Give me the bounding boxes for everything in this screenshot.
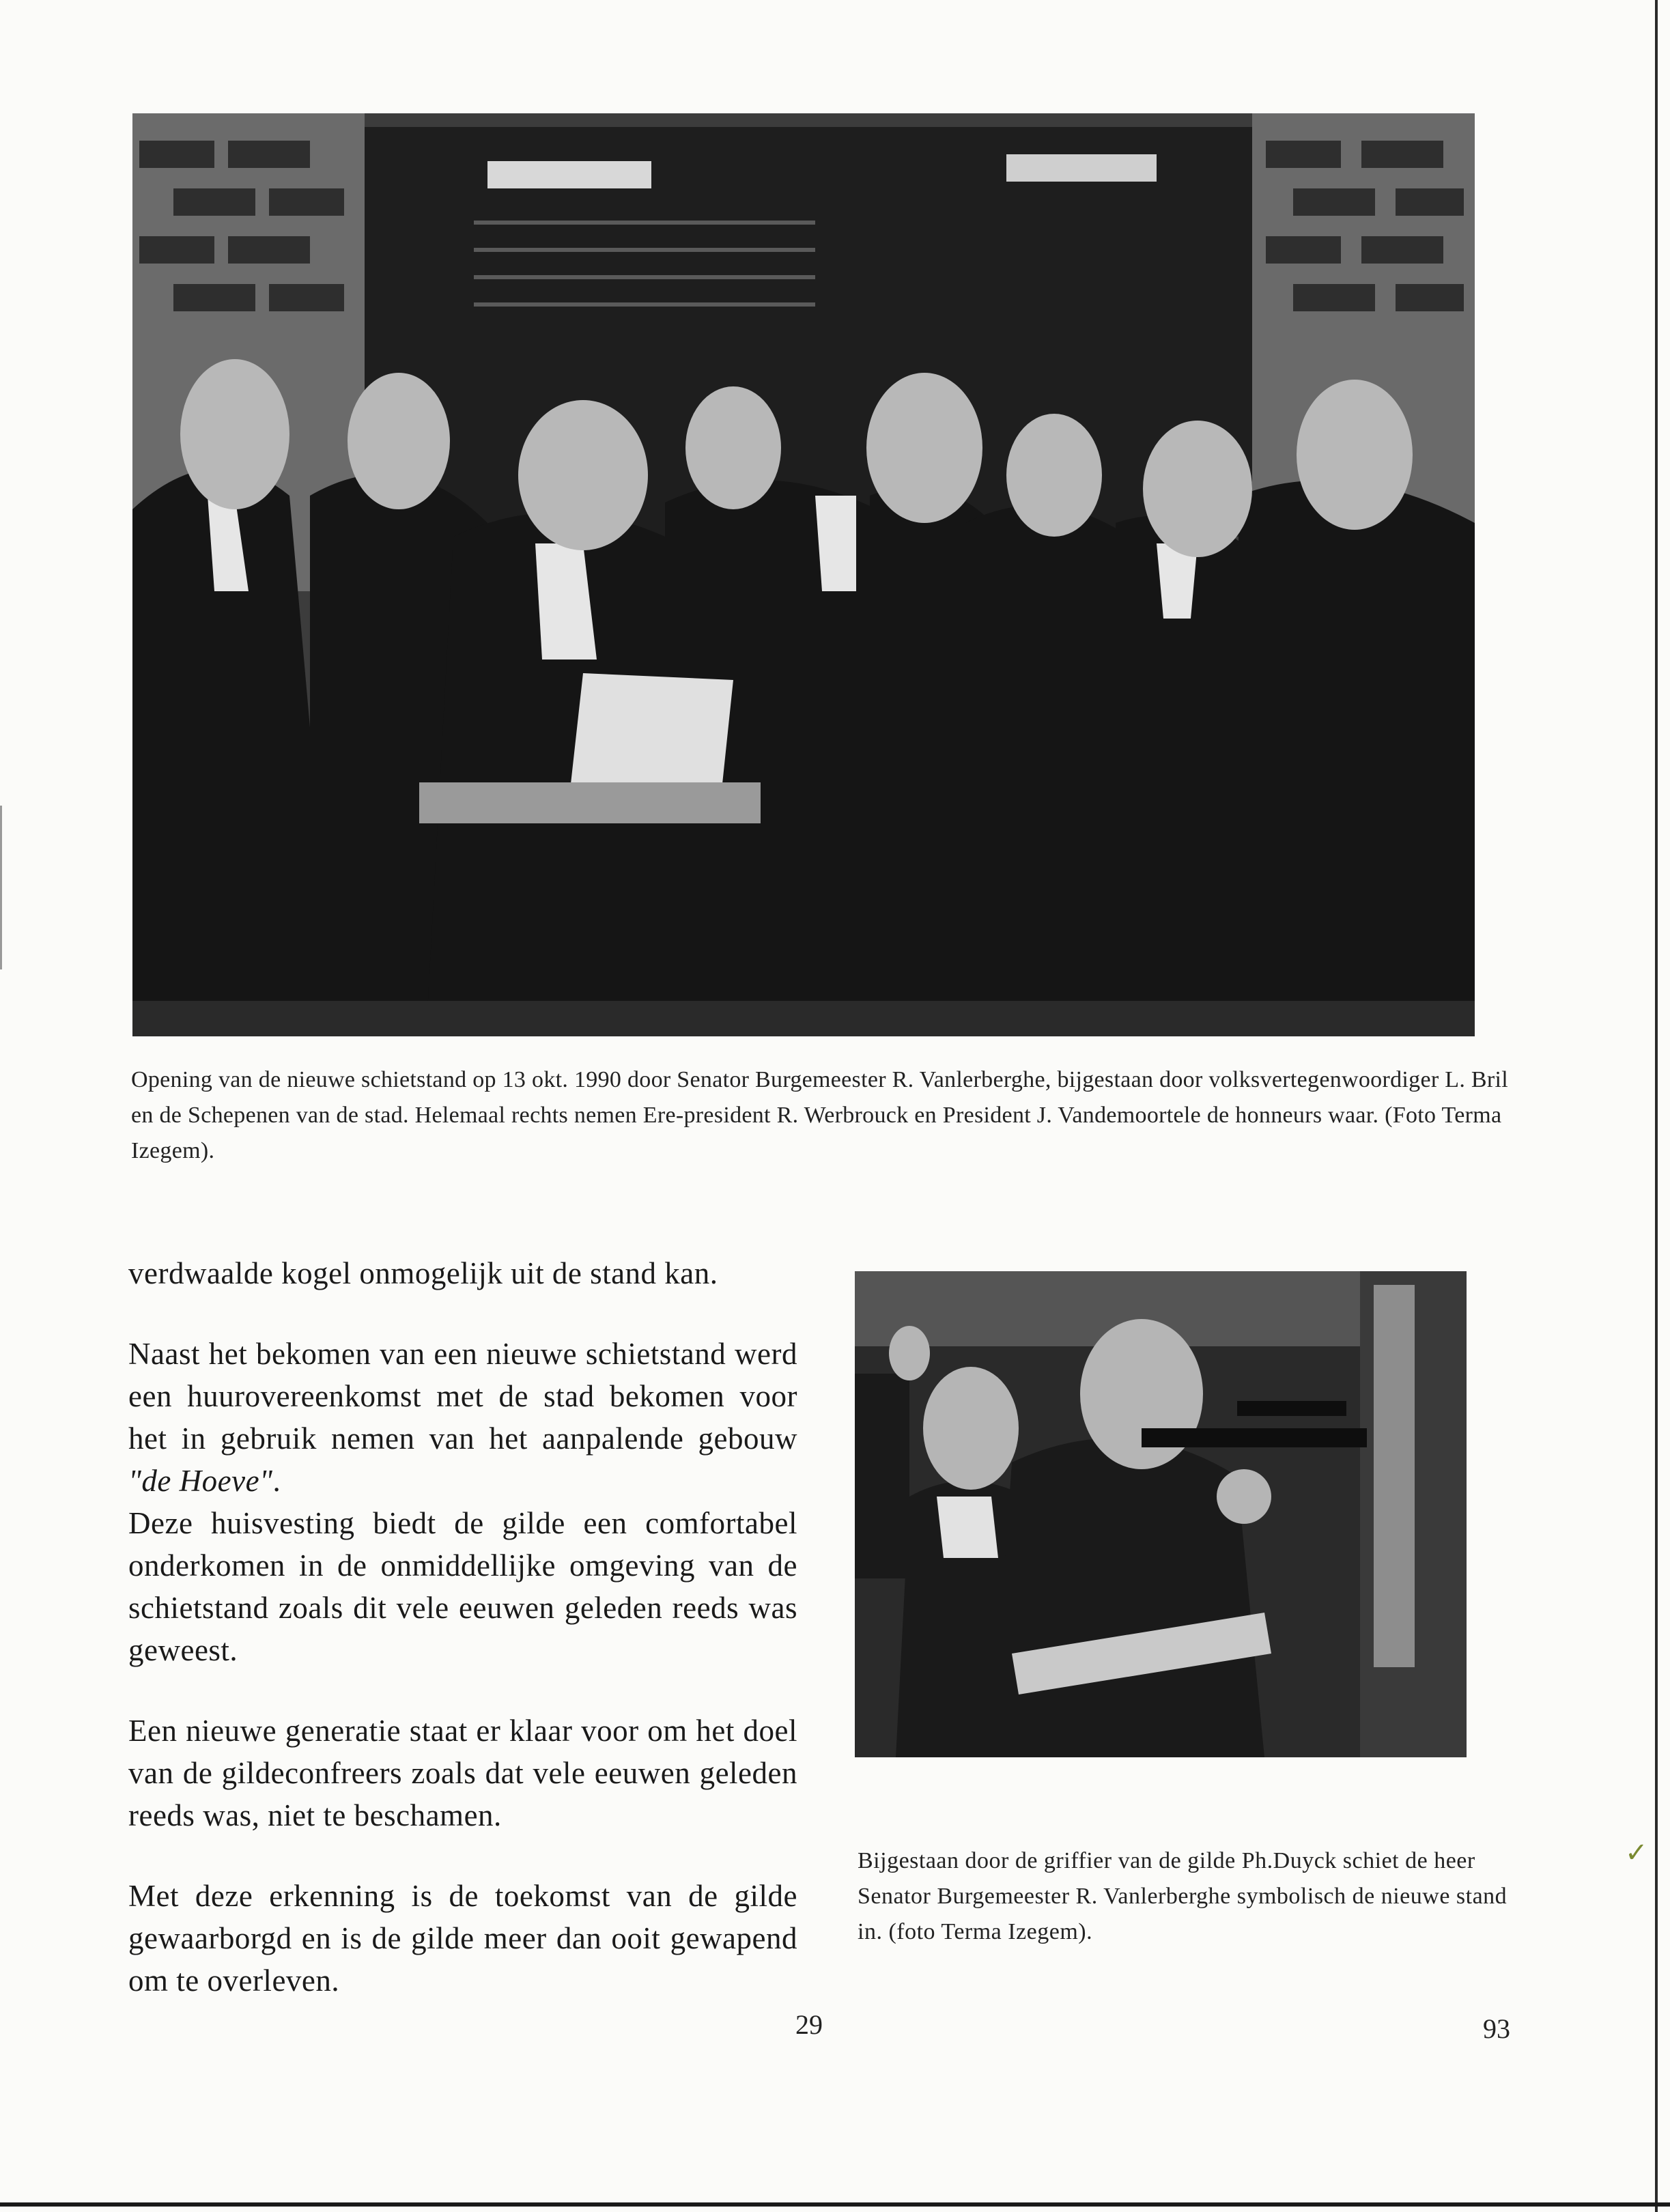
page-edge-bottom <box>0 2202 1670 2207</box>
body-paragraph-2: Naast het bekomen van een nieuwe schietstand werd een huurovereenkomst met de stad bekomen voor het in gebruik nemen van het aanpalende gebouw "de Hoeve". <box>128 1337 797 1498</box>
page-number-right: 93 <box>1483 2013 1510 2044</box>
quote-de-hoeve: "de Hoeve" <box>128 1464 273 1498</box>
body-paragraph-1: verdwaalde kogel onmogelijk uit de stand kan. <box>128 1256 718 1290</box>
body-paragraph-4: Een nieuwe generatie staat er klaar voor om het doel van de gildeconfreers zoals dat vele eeuwen geleden reeds was, niet te beschamen. <box>128 1714 797 1832</box>
page-number-left: 29 <box>795 2009 823 2040</box>
body-paragraph-5: Met deze erkenning is de toekomst van de gilde gewaarborgd en is de gilde meer dan ooit gewapend om te overleven. <box>128 1879 797 1998</box>
scan-edge-mark <box>0 806 2 969</box>
page-edge-right <box>1655 0 1658 2212</box>
photo-symbolic-shot <box>855 1271 1467 1757</box>
body-paragraph-3: Deze huisvesting biedt de gilde een comfortabel onderkomen in de onmiddellijke omgeving van de schietstand zoals dit vele eeuwen geleden reeds was geweest. <box>128 1506 797 1667</box>
body-text <box>128 1252 797 2002</box>
margin-pen-mark: ✓ <box>1625 1837 1648 1868</box>
photo-opening-ceremony <box>132 113 1475 1036</box>
caption-main-photo: Opening van de nieuwe schietstand op 13 okt. 1990 door Senator Burgemeester R. Vanlerberghe, bijgestaan door volksvertegenwoordiger L. Bril en de Schepenen van de stad. Helemaal rechts nemen Ere-president R. Werbrouck en President J. Vandemoortele de honneurs waar. (Foto Terma Izegem). <box>131 1067 1509 1163</box>
caption-small-photo: Bijgestaan door de griffier van de gilde Ph.Duyck schiet de heer Senator Burgemeester R. Vanlerberghe symbolisch de nieuwe stand in. (foto Terma Izegem). <box>858 1848 1508 1944</box>
